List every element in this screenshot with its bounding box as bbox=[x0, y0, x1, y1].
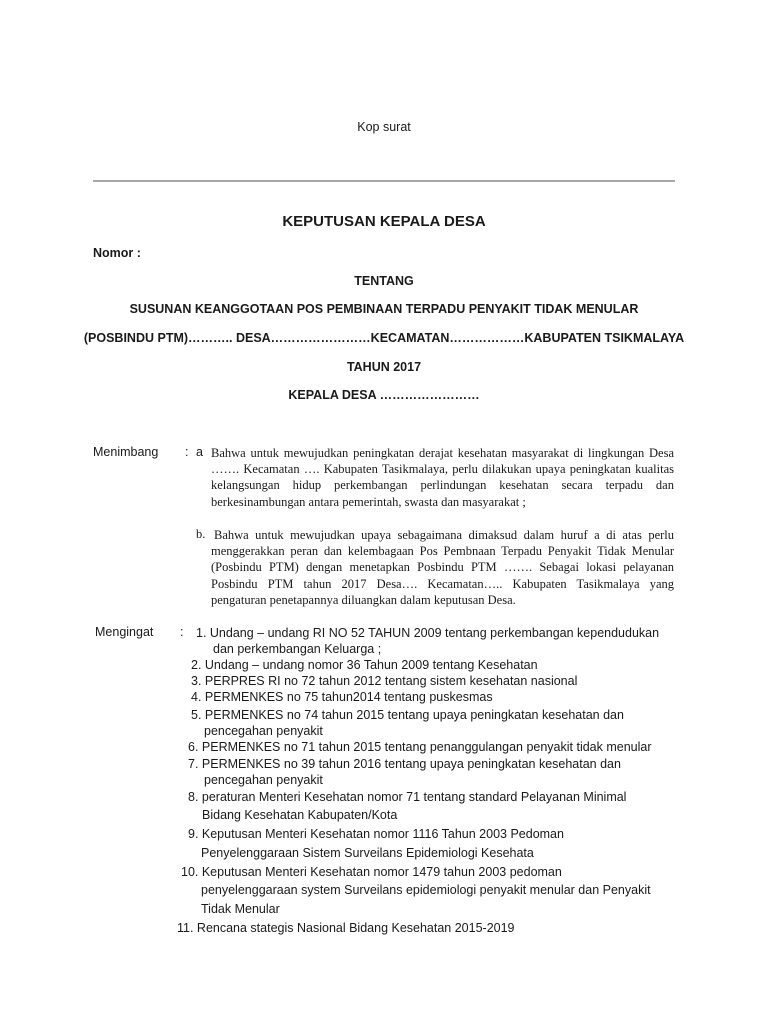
tentang-heading: TENTANG bbox=[354, 274, 414, 288]
list-item: 3. PERPRES RI no 72 tahun 2012 tentang sistem kesehatan nasional bbox=[191, 674, 578, 688]
menimbang-label: Menimbang bbox=[93, 445, 159, 459]
list-item-continuation: pencegahan penyakit bbox=[204, 773, 323, 787]
list-item-continuation: dan perkembangan Keluarga ; bbox=[213, 642, 382, 656]
list-item-continuation: pencegahan penyakit bbox=[204, 724, 323, 738]
list-item: 4. PERMENKES no 75 tahun2014 tentang puskesmas bbox=[191, 690, 493, 704]
subject-line-2: (POSBINDU PTM)……….. DESA……………………KECAMATAN………………KABUPATEN TSIKMALAYA bbox=[83, 331, 685, 345]
menimbang-point-a: Bahwa untuk mewujudkan peningkatan derajat kesehatan masyarakat di lingkungan Desa ……. Kecamatan …. Kabupaten Tasikmalaya, perlu dilakukan upaya peningkatan kualitas kelangsungan hidup perkembangan perlindungan kesehatan secara terpadu dan berkesinambungan antara pemerintah, swasta dan masyarakat ; bbox=[211, 446, 674, 509]
year-heading: TAHUN 2017 bbox=[346, 360, 422, 374]
letterhead-placeholder: Kop surat bbox=[357, 120, 411, 134]
village-head-heading: KEPALA DESA …………………… bbox=[288, 388, 480, 402]
document-title: KEPUTUSAN KEPALA DESA bbox=[282, 213, 486, 230]
list-item: 1. Undang – undang RI NO 52 TAHUN 2009 tentang perkembangan kependudukan bbox=[196, 626, 660, 640]
list-item: 7. PERMENKES no 39 tahun 2016 tentang upaya peningkatan kesehatan dan bbox=[188, 757, 621, 771]
list-item-continuation: penyelenggaraan system Surveilans epidemiologi penyakit menular dan Penyakit bbox=[201, 883, 651, 897]
list-item: 6. PERMENKES no 71 tahun 2015 tentang penanggulangan penyakit tidak menular bbox=[188, 740, 652, 754]
menimbang-point-b: Bahwa untuk mewujudkan upaya sebagaimana dimaksud dalam huruf a di atas perlu menggerakkan peran dan kelembagaan Pos Pembnaan Terpadu Penyakit Tidak Menular (Posbindu PTM) dengan menetapkan Posbindu PTM ……. Sebagai lokasi pelayanan Posbindu PTM tahun 2017 Desa…. Kecamatan….. Kabupaten Tasikmalaya yang pengaturan penetapannya diluangkan dalam keputusan Desa. bbox=[211, 528, 674, 607]
menimbang-colon: : bbox=[185, 445, 189, 459]
list-item: 8. peraturan Menteri Kesehatan nomor 71 tentang standard Pelayanan Minimal bbox=[188, 790, 627, 804]
list-item: 2. Undang – undang nomor 36 Tahun 2009 tentang Kesehatan bbox=[191, 658, 538, 672]
menimbang-a-marker: a bbox=[196, 445, 203, 459]
mengingat-colon: : bbox=[180, 625, 184, 639]
list-item-continuation: Bidang Kesehatan Kabupaten/Kota bbox=[202, 808, 398, 822]
list-item-continuation: Tidak Menular bbox=[201, 902, 280, 916]
document-number-label: Nomor : bbox=[93, 246, 141, 260]
list-item: 11. Rencana stategis Nasional Bidang Kesehatan 2015-2019 bbox=[177, 921, 515, 935]
list-item: 9. Keputusan Menteri Kesehatan nomor 1116 Tahun 2003 Pedoman bbox=[188, 827, 564, 841]
list-item: 5. PERMENKES no 74 tahun 2015 tentang upaya peningkatan kesehatan dan bbox=[191, 708, 624, 722]
menimbang-b-marker: b. bbox=[196, 527, 206, 541]
mengingat-label: Mengingat bbox=[95, 625, 154, 639]
list-item: 10. Keputusan Menteri Kesehatan nomor 1479 tahun 2003 pedoman bbox=[181, 865, 562, 879]
subject-line-1: SUSUNAN KEANGGOTAAN POS PEMBINAAN TERPADU PENYAKIT TIDAK MENULAR bbox=[129, 302, 639, 316]
list-item-continuation: Penyelenggaraan Sistem Surveilans Epidemiologi Kesehata bbox=[201, 846, 534, 860]
letterhead-divider bbox=[93, 180, 675, 182]
